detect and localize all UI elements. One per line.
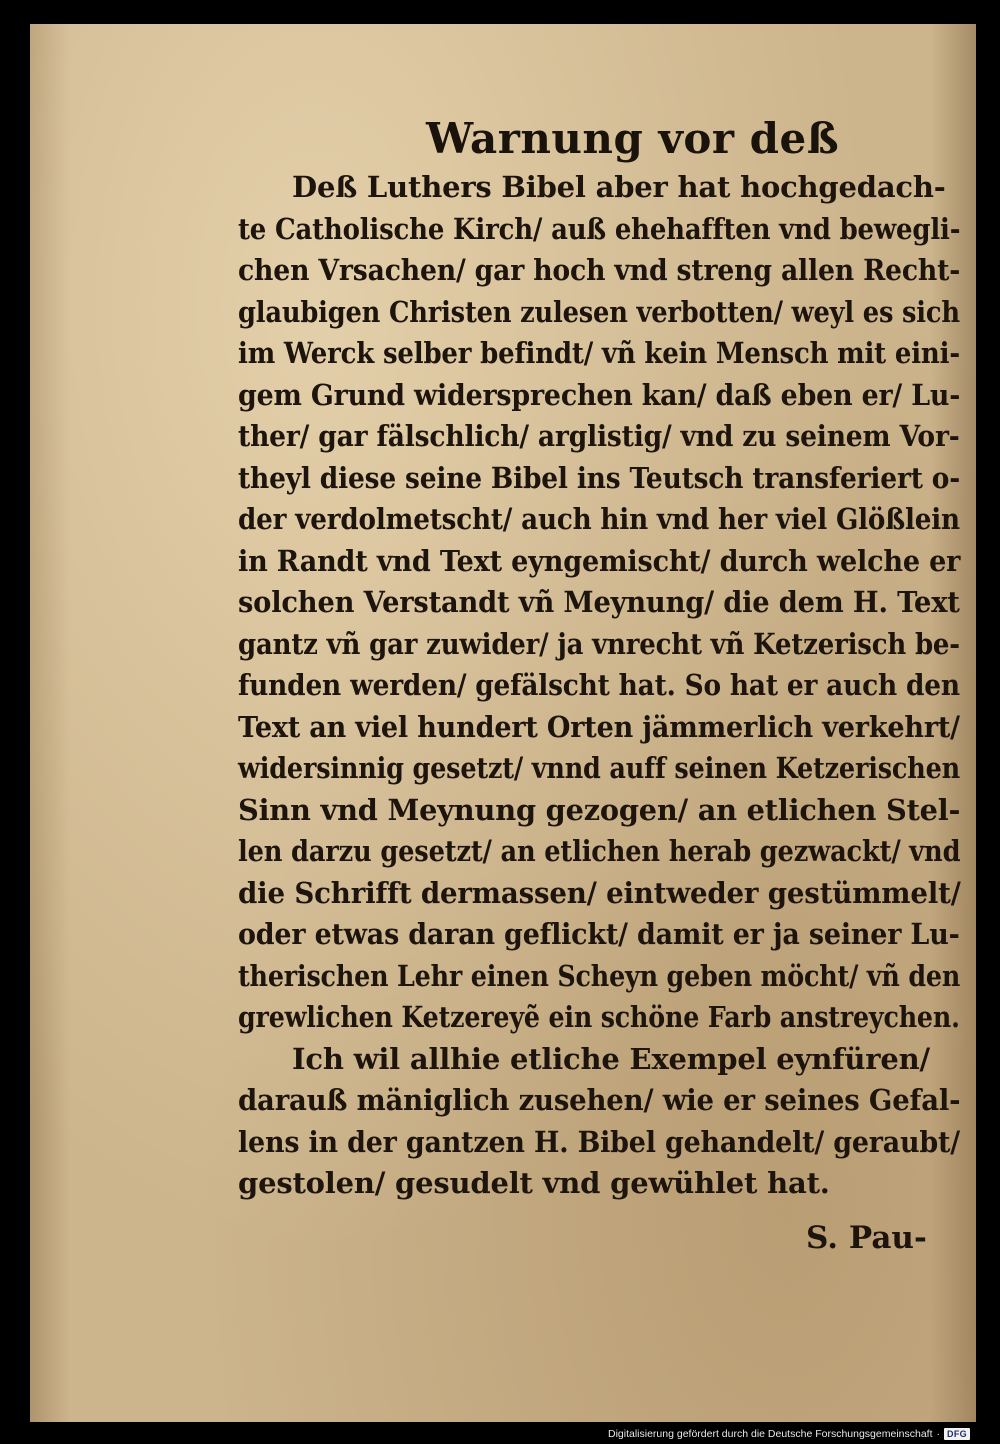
- dfg-logo: DFG: [944, 1428, 970, 1440]
- text-line: lens in der gantzen H. Bibel gehandelt/ geraubt/: [238, 1124, 960, 1159]
- text-line: therischen Lehr einen Scheyn geben möcht/ vñ den: [238, 958, 961, 993]
- text-line: der verdolmetscht/ auch hin vnd her viel Glößlein: [238, 502, 960, 536]
- footer-separator: ·: [936, 1428, 941, 1440]
- running-head: Warnung vor deß: [426, 114, 840, 163]
- text-line: glaubigen Christen zulesen verbotten/ weyl es sich: [238, 294, 960, 329]
- text-line: Deß Luthers Bibel aber hat hochgedach-: [292, 170, 946, 204]
- catchword: S. Pau-: [806, 1220, 927, 1256]
- text-line: funden werden/ gefälscht hat. So hat er auch den: [238, 668, 960, 702]
- footer-bar: [608, 1426, 970, 1442]
- text-line: gestolen/ gesudelt vnd gewühlet hat.: [238, 1166, 830, 1200]
- text-line: gantz vñ gar zuwider/ ja vnrecht vñ Ketzerisch be-: [238, 626, 960, 661]
- text-line: Sinn vnd Meynung gezogen/ an etlichen Stel-: [238, 792, 961, 827]
- text-line: chen Vrsachen/ gar hoch vnd streng allen Recht-: [238, 253, 961, 287]
- text-line: solchen Verstandt vñ Meynung/ die dem H. Text: [238, 585, 960, 619]
- text-line: theyl diese seine Bibel ins Teutsch transferiert o-: [238, 460, 961, 495]
- text-line: in Randt vnd Text eyngemischt/ durch welche er: [238, 543, 961, 578]
- text-line: die Schrifft dermassen/ eintweder gestümmelt/: [238, 875, 961, 910]
- text-line: Ich wil allhie etliche Exempel eynfüren/: [292, 1041, 930, 1076]
- text-line: grewlichen Ketzereyẽ ein schöne Farb anstreychen.: [238, 1000, 960, 1034]
- text-line: te Catholische Kirch/ auß ehehafften vnd bewegli-: [238, 211, 961, 246]
- text-line: im Werck selber befindt/ vñ kein Mensch mit eini-: [238, 336, 960, 370]
- text-line: len darzu gesetzt/ an etlichen herab gezwackt/ vnd: [238, 834, 961, 868]
- text-line: widersinnig gesetzt/ vnnd auff seinen Ketzerischen: [238, 751, 961, 785]
- text-line: Text an viel hundert Orten jämmerlich verkehrt/: [238, 709, 960, 744]
- funding-note: Digitalisierung gefördert durch die Deutsche Forschungsgemeinschaft: [608, 1428, 933, 1440]
- text-line: darauß mäniglich zusehen/ wie er seines Gefal-: [238, 1083, 961, 1117]
- text-line: gem Grund widersprechen kan/ daß eben er/ Lu-: [238, 377, 961, 412]
- book-page: [30, 24, 976, 1422]
- text-line: ther/ gar fälschlich/ arglistig/ vnd zu seinem Vor-: [238, 419, 960, 453]
- text-line: oder etwas daran geflickt/ damit er ja seiner Lu-: [238, 917, 960, 951]
